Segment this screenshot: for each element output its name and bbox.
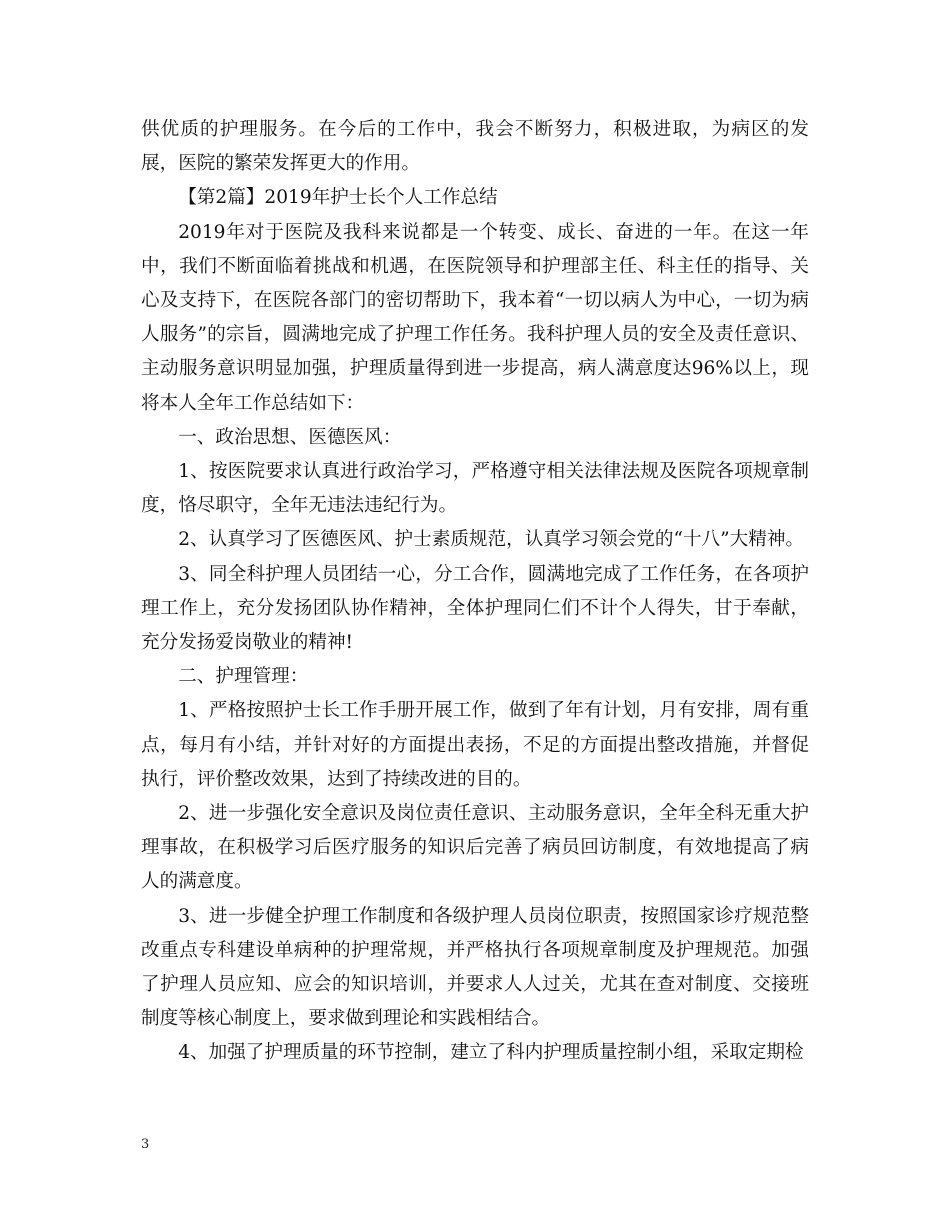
intro-paragraph: 2019年对于医院及我科来说都是一个转变、成长、奋进的一年。在这一年中，我们不断面临着挑战和机遇，在医院领导和护理部主任、科主任的指导、关心及支持下，在医院各部门的密切帮助下，我本着“一切以病人为中心，一切为病人服务”的宗旨，圆满地完成了护理工作任务。我科护理人员的安全及责任意识、主动服务意识明显加强，护理质量得到进一步提高，病人满意度达96%以上，现将本人全年工作总结如下： (141, 221, 809, 414)
list-item-management-1: 1、严格按照护士长工作手册开展工作，做到了年有计划，月有安排，周有重点，每月有小结，并针对好的方面提出表扬，不足的方面提出整改措施，并督促执行，评价整改效果，达到了持续改进的目的。 (141, 700, 809, 790)
document-body (141, 113, 809, 1071)
paragraph-continuation: 供优质的护理服务。在今后的工作中，我会不断努力，积极进取，为病区的发展，医院的繁荣发挥更大的作用。 (141, 119, 809, 175)
section-heading: 【第2篇】2019年护士长个人工作总结 (178, 187, 498, 209)
list-item-politics-3: 3、同全科护理人员团结一心，分工合作，圆满地完成了工作任务，在各项护理工作上，充分发扬团队协作精神，全体护理同仁们不计个人得失，甘于奉献，充分发扬爱岗敬业的精神! (141, 563, 809, 654)
subheading-politics: 一、政治思想、医德医风： (178, 426, 402, 448)
list-item-politics-1: 1、按医院要求认真进行政治学习，严格遵守相关法律法规及医院各项规章制度，恪尽职守，全年无违法违纪行为。 (141, 461, 809, 517)
subheading-management: 二、护理管理： (178, 666, 309, 688)
list-item-management-2: 2、进一步强化安全意识及岗位责任意识、主动服务意识，全年全科无重大护理事故，在积极学习后医疗服务的知识后完善了病员回访制度，有效地提高了病人的满意度。 (141, 803, 809, 893)
page-number: 3 (141, 1137, 150, 1152)
list-item-management-3: 3、进一步健全护理工作制度和各级护理人员岗位职责，按照国家诊疗规范整改重点专科建设单病种的护理常规，并严格执行各项规章制度及护理规范。加强了护理人员应知、应会的知识培训，并要求人人过关，尤其在查对制度、交接班制度等核心制度上，要求做到理论和实践相结合。 (141, 905, 809, 1030)
list-item-management-4: 4、加强了护理质量的环节控制，建立了科内护理质量控制小组，采取定期检 (178, 1042, 804, 1064)
list-item-politics-2: 2、认真学习了医德医风、护士素质规范，认真学习领会党的“十八”大精神。 (178, 529, 805, 551)
